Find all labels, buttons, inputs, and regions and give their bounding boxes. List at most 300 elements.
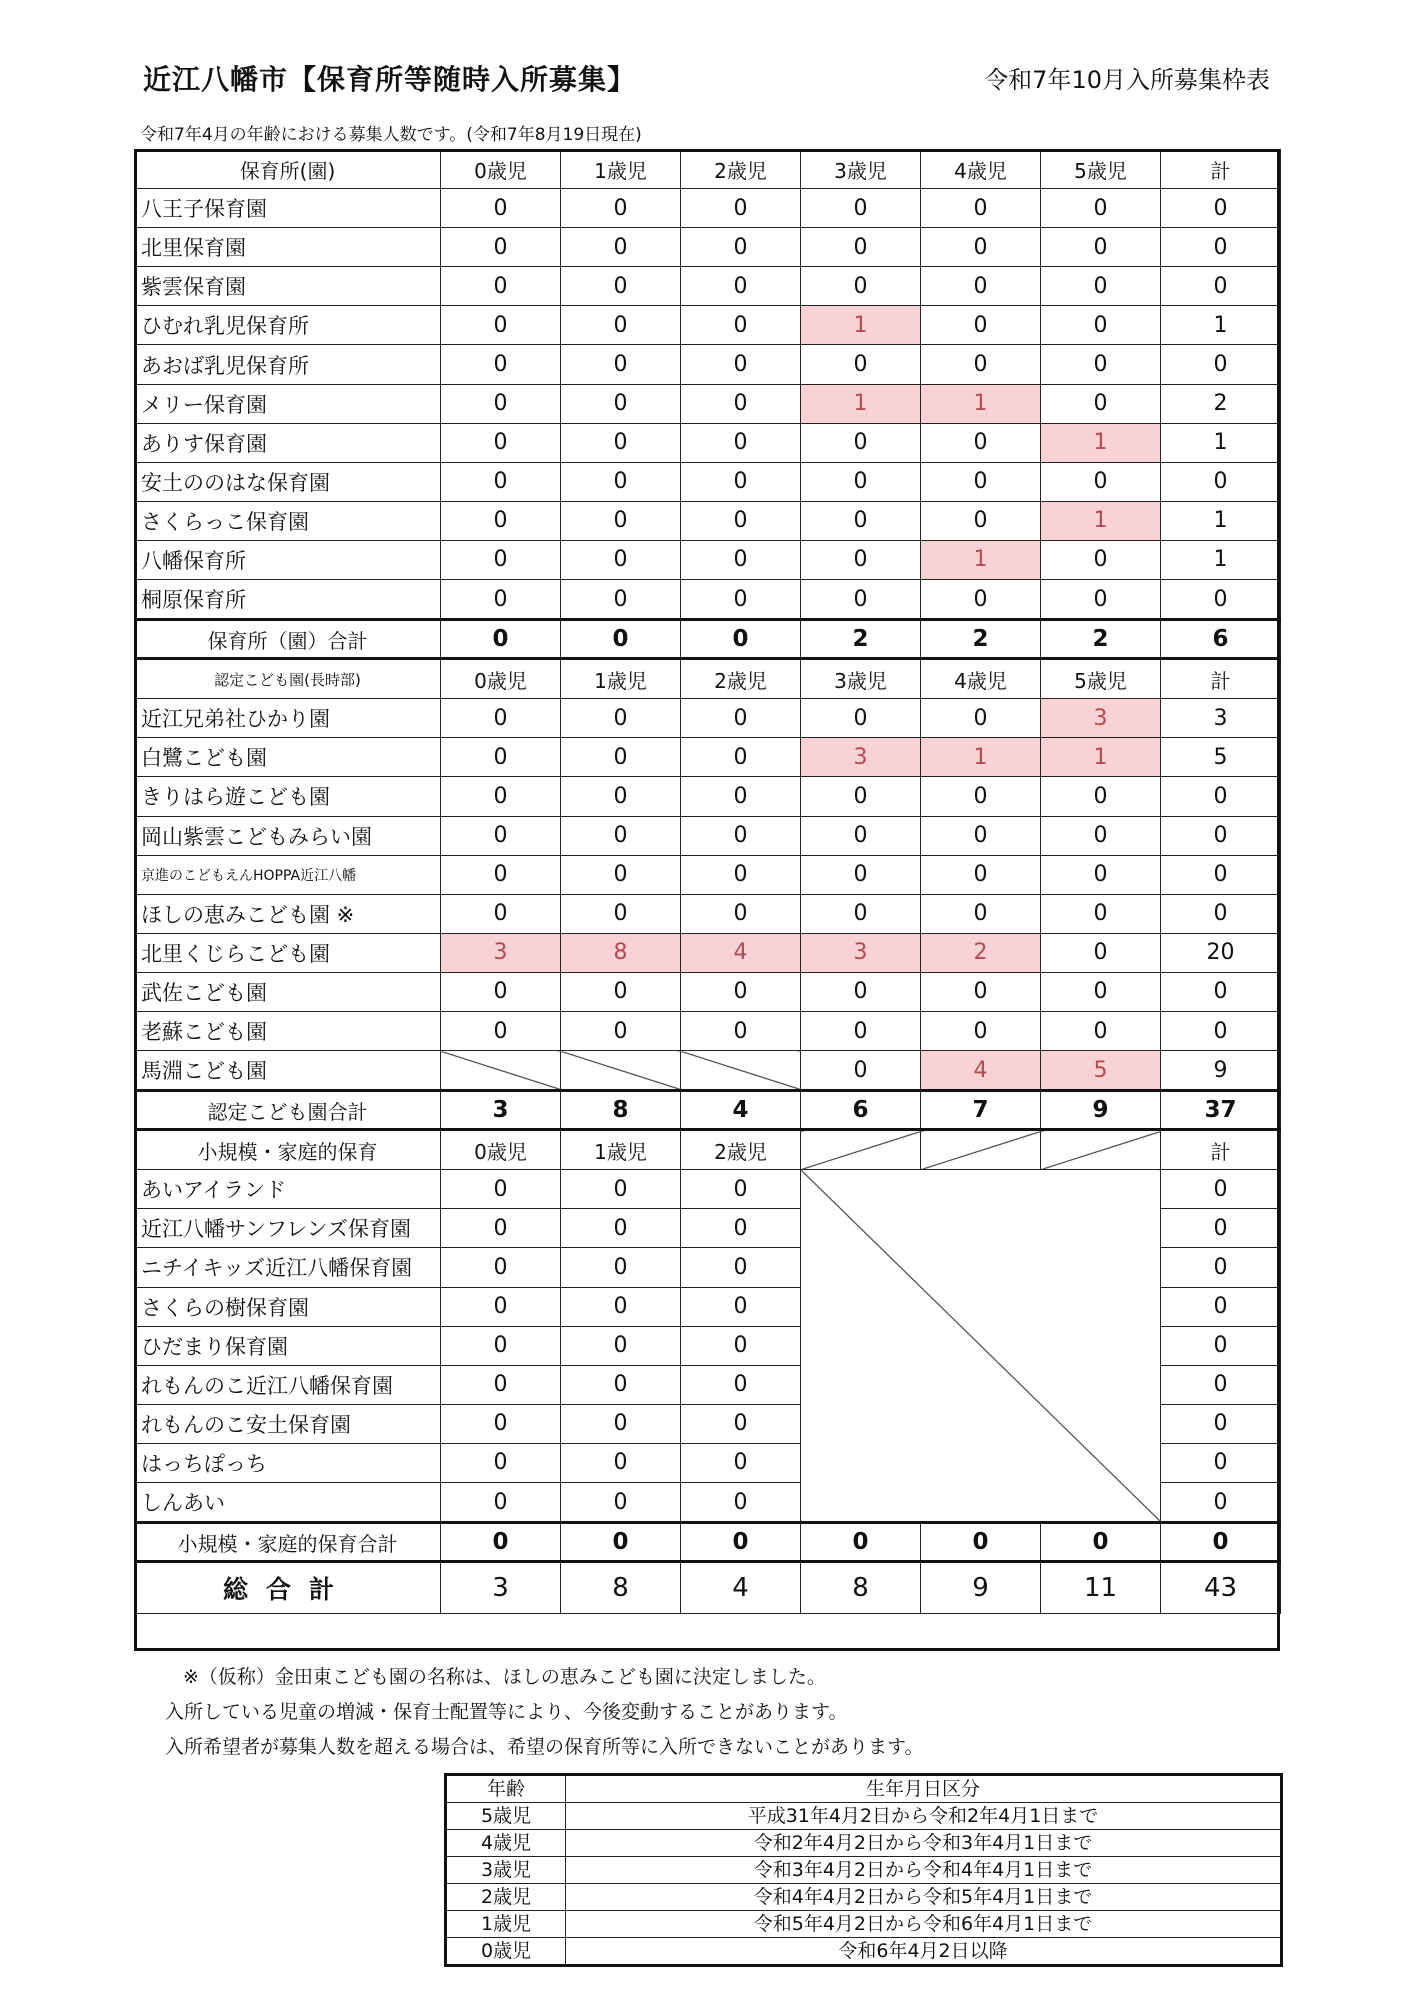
subtotal-value: 9 (921, 1562, 1041, 1614)
table-row (135, 423, 1281, 462)
count-cell: 0 (441, 1287, 561, 1326)
count-cell: 0 (681, 384, 801, 423)
facility-name: ニチイキッズ近江八幡保育園 (135, 1248, 441, 1287)
count-cell: 2 (1161, 384, 1281, 423)
facility-name: 桐原保育所 (135, 580, 441, 620)
subtotal-value: 2 (801, 620, 921, 659)
count-cell: 0 (801, 540, 921, 579)
count-cell: 0 (921, 580, 1041, 620)
count-cell: 0 (561, 738, 681, 777)
birth-range: 令和2年4月2日から令和3年4月1日まで (566, 1830, 1282, 1857)
count-cell: 0 (681, 345, 801, 384)
count-cell: 0 (1161, 777, 1281, 816)
subtotal-value: 4 (681, 1562, 801, 1614)
subtotal-label: 小規模・家庭的保育合計 (135, 1523, 441, 1562)
facility-name: 近江八幡サンフレンズ保育園 (135, 1209, 441, 1248)
birth-range: 令和5年4月2日から令和6年4月1日まで (566, 1911, 1282, 1938)
count-cell: 0 (681, 1404, 801, 1443)
age-label: 0歳児 (446, 1938, 566, 1966)
count-cell: 0 (561, 345, 681, 384)
count-cell: 0 (561, 540, 681, 579)
count-cell: 0 (921, 1011, 1041, 1050)
facility-name: 京進のこどもえんHOPPA近江八幡 (135, 855, 441, 894)
count-cell: 0 (1161, 580, 1281, 620)
subtotal-value: 7 (921, 1091, 1041, 1130)
count-cell: 1 (1161, 540, 1281, 579)
count-cell: 0 (921, 189, 1041, 228)
count-cell: 0 (921, 267, 1041, 306)
subtotal-value: 0 (681, 620, 801, 659)
count-cell: 0 (441, 345, 561, 384)
age-label: 4歳児 (446, 1830, 566, 1857)
table-row (135, 580, 1281, 620)
header-age: 3歳児 (801, 659, 921, 699)
count-cell: 0 (1041, 540, 1161, 579)
count-cell: 0 (561, 501, 681, 540)
age-row (446, 1911, 1282, 1938)
count-cell: 0 (561, 777, 681, 816)
count-cell: 8 (561, 933, 681, 972)
subtotal-value: 2 (1041, 620, 1161, 659)
count-cell: 0 (681, 267, 801, 306)
facility-name: メリー保育園 (135, 384, 441, 423)
count-cell: 0 (441, 699, 561, 738)
count-cell: 0 (1161, 1248, 1281, 1287)
count-cell: 0 (1041, 267, 1161, 306)
note-3: 入所希望者が募集人数を超える場合は、希望の保育所等に入所できないことがあります。 (165, 1736, 924, 1758)
count-cell: 20 (1161, 933, 1281, 972)
table-row (135, 894, 1281, 933)
count-cell: 0 (441, 189, 561, 228)
count-cell: 1 (801, 306, 921, 345)
count-cell: 1 (1041, 501, 1161, 540)
header-age: 4歳児 (921, 659, 1041, 699)
count-cell: 0 (681, 462, 801, 501)
subtotal-value: 0 (1161, 1523, 1281, 1562)
count-cell: 0 (1161, 1443, 1281, 1482)
header-age: 0歳児 (441, 659, 561, 699)
count-cell: 0 (681, 228, 801, 267)
count-cell: 0 (801, 777, 921, 816)
count-cell: 0 (801, 972, 921, 1011)
subtotal-value: 9 (1041, 1091, 1161, 1130)
count-cell: 0 (801, 580, 921, 620)
count-cell: 0 (1161, 1326, 1281, 1365)
table-row (135, 972, 1281, 1011)
count-cell: 0 (1041, 1011, 1161, 1050)
count-cell: 1 (1041, 738, 1161, 777)
page-subtitle: 令和7年10月入所募集枠表 (984, 66, 1270, 94)
count-cell: 0 (681, 1209, 801, 1248)
header-age: 5歳児 (1041, 659, 1161, 699)
count-cell: 0 (1041, 462, 1161, 501)
count-cell: 0 (1161, 228, 1281, 267)
count-cell: 0 (1041, 816, 1161, 855)
count-cell: 0 (441, 816, 561, 855)
count-cell: 1 (801, 384, 921, 423)
count-cell: 0 (1161, 1365, 1281, 1404)
count-cell: 0 (921, 972, 1041, 1011)
subtotal-value: 0 (561, 620, 681, 659)
empty-header-cell (1041, 1130, 1161, 1170)
empty-cell (681, 1051, 801, 1091)
count-cell: 0 (1041, 580, 1161, 620)
facility-name: 安土ののはな保育園 (135, 462, 441, 501)
count-cell: 0 (441, 580, 561, 620)
header-age: 0歳児 (441, 150, 561, 189)
header-label: 小規模・家庭的保育 (135, 1130, 441, 1170)
count-cell: 4 (921, 1051, 1041, 1091)
facility-name: 老蘇こども園 (135, 1011, 441, 1050)
count-cell: 1 (921, 540, 1041, 579)
subtotal-row (135, 620, 1281, 659)
subtotal-value: 0 (801, 1523, 921, 1562)
table-row (135, 267, 1281, 306)
table-row (135, 1170, 1281, 1209)
header-age: 1歳児 (561, 150, 681, 189)
facility-name: 武佐こども園 (135, 972, 441, 1011)
count-cell: 0 (921, 306, 1041, 345)
count-cell: 0 (561, 1011, 681, 1050)
subtotal-value: 4 (681, 1091, 801, 1130)
header-label: 認定こども園(長時部) (135, 659, 441, 699)
count-cell: 0 (1041, 894, 1161, 933)
count-cell: 0 (1161, 189, 1281, 228)
note-2: 入所している児童の増減・保育士配置等により、今後変動することがあります。 (165, 1701, 848, 1723)
count-cell: 0 (441, 540, 561, 579)
count-cell: 0 (441, 855, 561, 894)
count-cell: 0 (801, 1011, 921, 1050)
count-cell: 0 (441, 423, 561, 462)
count-cell: 0 (561, 1287, 681, 1326)
age-label: 3歳児 (446, 1857, 566, 1884)
header-age: 計 (1161, 1130, 1281, 1170)
header-age: 計 (1161, 150, 1281, 189)
facility-name: あおば乳児保育所 (135, 345, 441, 384)
count-cell: 3 (801, 933, 921, 972)
age-row (446, 1830, 1282, 1857)
facility-name: 北里保育園 (135, 228, 441, 267)
facility-name: きりはら遊こども園 (135, 777, 441, 816)
count-cell: 0 (921, 699, 1041, 738)
header-label: 保育所(園) (135, 150, 441, 189)
count-cell: 0 (1161, 1404, 1281, 1443)
count-cell: 0 (921, 777, 1041, 816)
count-cell: 0 (561, 384, 681, 423)
subtotal-value: 11 (1041, 1562, 1161, 1614)
facility-name: 北里くじらこども園 (135, 933, 441, 972)
subtotal-value: 0 (681, 1523, 801, 1562)
count-cell: 0 (1161, 894, 1281, 933)
header-age: 1歳児 (561, 659, 681, 699)
count-cell: 0 (1161, 816, 1281, 855)
count-cell: 0 (441, 306, 561, 345)
count-cell: 0 (921, 228, 1041, 267)
count-cell: 0 (801, 228, 921, 267)
count-cell: 0 (681, 855, 801, 894)
table-row (135, 540, 1281, 579)
count-cell: 0 (441, 1248, 561, 1287)
count-cell: 0 (921, 345, 1041, 384)
count-cell: 0 (1161, 1170, 1281, 1209)
count-cell: 0 (681, 972, 801, 1011)
table-row (135, 345, 1281, 384)
subtotal-value: 0 (1041, 1523, 1161, 1562)
table-row (135, 228, 1281, 267)
count-cell: 0 (1041, 933, 1161, 972)
count-cell: 0 (441, 267, 561, 306)
count-cell: 0 (441, 1209, 561, 1248)
count-cell: 0 (561, 189, 681, 228)
count-cell: 0 (1161, 855, 1281, 894)
table-row (135, 816, 1281, 855)
subtotal-value: 3 (441, 1091, 561, 1130)
count-cell: 0 (441, 738, 561, 777)
count-cell: 0 (801, 699, 921, 738)
count-cell: 0 (441, 777, 561, 816)
count-cell: 5 (1161, 738, 1281, 777)
count-cell: 0 (561, 306, 681, 345)
count-cell: 0 (681, 540, 801, 579)
count-cell: 0 (561, 1326, 681, 1365)
subtotal-value: 8 (801, 1562, 921, 1614)
count-cell: 0 (561, 228, 681, 267)
table-row (135, 855, 1281, 894)
age-row (446, 1884, 1282, 1911)
table-row (135, 306, 1281, 345)
count-cell: 0 (681, 1011, 801, 1050)
count-cell: 0 (921, 855, 1041, 894)
top-note: 令和7年4月の年齢における募集人数です。(令和7年8月19日現在) (140, 125, 642, 145)
count-cell: 0 (921, 816, 1041, 855)
count-cell: 0 (681, 1483, 801, 1523)
subtotal-label: 総合計 (135, 1562, 441, 1614)
birth-range: 平成31年4月2日から令和2年4月1日まで (566, 1803, 1282, 1830)
count-cell: 0 (801, 816, 921, 855)
count-cell: 0 (561, 972, 681, 1011)
table-row (135, 699, 1281, 738)
count-cell: 0 (561, 462, 681, 501)
subtotal-label: 保育所（園）合計 (135, 620, 441, 659)
subtotal-value: 37 (1161, 1091, 1281, 1130)
count-cell: 1 (1161, 423, 1281, 462)
count-cell: 0 (801, 1051, 921, 1091)
empty-block (801, 1170, 1161, 1523)
count-cell: 0 (801, 345, 921, 384)
table-row (135, 1011, 1281, 1050)
count-cell: 0 (921, 462, 1041, 501)
note-1: ※（仮称）金田東こども園の名称は、ほしの恵みこども園に決定しました。 (183, 1666, 826, 1688)
empty-header-cell (921, 1130, 1041, 1170)
subtotal-value: 0 (441, 1523, 561, 1562)
count-cell: 0 (441, 501, 561, 540)
empty-cell (441, 1051, 561, 1091)
count-cell: 0 (681, 423, 801, 462)
empty-header-cell (801, 1130, 921, 1170)
count-cell: 0 (441, 384, 561, 423)
table-row (135, 1051, 1281, 1091)
age-row (446, 1938, 1282, 1966)
header-row (135, 1130, 1281, 1170)
count-cell: 3 (1161, 699, 1281, 738)
count-cell: 0 (1161, 1287, 1281, 1326)
count-cell: 0 (801, 501, 921, 540)
count-cell: 0 (1161, 345, 1281, 384)
count-cell: 0 (681, 1326, 801, 1365)
facility-name: さくらっこ保育園 (135, 501, 441, 540)
count-cell: 0 (561, 580, 681, 620)
count-cell: 0 (1041, 777, 1161, 816)
count-cell: 0 (441, 1365, 561, 1404)
count-cell: 0 (681, 777, 801, 816)
subtotal-value: 0 (441, 620, 561, 659)
facility-name: 馬淵こども園 (135, 1051, 441, 1091)
count-cell: 0 (561, 1483, 681, 1523)
table-row (135, 462, 1281, 501)
subtotal-row (135, 1523, 1281, 1562)
count-cell: 0 (921, 423, 1041, 462)
count-cell: 0 (801, 855, 921, 894)
count-cell: 2 (921, 933, 1041, 972)
count-cell: 0 (561, 855, 681, 894)
facility-name: れもんのこ安土保育園 (135, 1404, 441, 1443)
count-cell: 0 (561, 1209, 681, 1248)
facility-name: 白鷺こども園 (135, 738, 441, 777)
header-row (135, 659, 1281, 699)
subtotal-value: 0 (921, 1523, 1041, 1562)
header-age: 計 (1161, 659, 1281, 699)
age-header: 生年月日区分 (566, 1775, 1282, 1803)
subtotal-value: 8 (561, 1562, 681, 1614)
count-cell: 1 (1161, 501, 1281, 540)
facility-name: 近江兄弟社ひかり園 (135, 699, 441, 738)
count-cell: 0 (1041, 306, 1161, 345)
count-cell: 1 (1041, 423, 1161, 462)
subtotal-value: 0 (561, 1523, 681, 1562)
count-cell: 0 (681, 501, 801, 540)
birth-range: 令和6年4月2日以降 (566, 1938, 1282, 1966)
subtotal-label: 認定こども園合計 (135, 1091, 441, 1130)
facility-name: ほしの恵みこども園 ※ (135, 894, 441, 933)
count-cell: 0 (1161, 1483, 1281, 1523)
count-cell: 0 (1041, 384, 1161, 423)
count-cell: 0 (441, 894, 561, 933)
header-age: 2歳児 (681, 1130, 801, 1170)
header-age: 2歳児 (681, 150, 801, 189)
facility-name: 八王子保育園 (135, 189, 441, 228)
count-cell: 0 (561, 1365, 681, 1404)
facility-name: ひむれ乳児保育所 (135, 306, 441, 345)
facility-name: 紫雲保育園 (135, 267, 441, 306)
subtotal-row (135, 1091, 1281, 1130)
count-cell: 0 (681, 1365, 801, 1404)
count-cell: 0 (681, 1248, 801, 1287)
count-cell: 0 (441, 1326, 561, 1365)
count-cell: 0 (441, 228, 561, 267)
count-cell: 0 (561, 1170, 681, 1209)
count-cell: 0 (681, 1443, 801, 1482)
birth-range: 令和4年4月2日から令和5年4月1日まで (566, 1884, 1282, 1911)
count-cell: 0 (561, 894, 681, 933)
count-cell: 0 (441, 972, 561, 1011)
count-cell: 0 (441, 1483, 561, 1523)
count-cell: 1 (1161, 306, 1281, 345)
count-cell: 0 (1041, 855, 1161, 894)
header-row (135, 150, 1281, 189)
count-cell: 1 (921, 384, 1041, 423)
count-cell: 0 (561, 267, 681, 306)
count-cell: 0 (441, 1170, 561, 1209)
count-cell: 0 (561, 1404, 681, 1443)
subtotal-value: 8 (561, 1091, 681, 1130)
count-cell: 0 (681, 1170, 801, 1209)
header-age: 3歳児 (801, 150, 921, 189)
facility-name: ひだまり保育園 (135, 1326, 441, 1365)
facility-name: はっちぽっち (135, 1443, 441, 1482)
count-cell: 5 (1041, 1051, 1161, 1091)
age-label: 5歳児 (446, 1803, 566, 1830)
age-row (446, 1857, 1282, 1884)
age-definition-table (444, 1773, 1283, 1967)
page-title: 近江八幡市【保育所等随時入所募集】 (143, 63, 637, 96)
count-cell: 0 (681, 1287, 801, 1326)
recruitment-table (134, 149, 1281, 1614)
subtotal-value: 6 (801, 1091, 921, 1130)
count-cell: 0 (561, 816, 681, 855)
subtotal-value: 2 (921, 620, 1041, 659)
count-cell: 9 (1161, 1051, 1281, 1091)
table-row (135, 777, 1281, 816)
birth-range: 令和3年4月2日から令和4年4月1日まで (566, 1857, 1282, 1884)
facility-name: 八幡保育所 (135, 540, 441, 579)
age-row (446, 1803, 1282, 1830)
count-cell: 1 (921, 738, 1041, 777)
facility-name: ありす保育園 (135, 423, 441, 462)
count-cell: 0 (561, 699, 681, 738)
count-cell: 0 (1041, 228, 1161, 267)
count-cell: 0 (681, 306, 801, 345)
count-cell: 0 (561, 1248, 681, 1287)
count-cell: 0 (681, 816, 801, 855)
count-cell: 0 (561, 1443, 681, 1482)
facility-name: さくらの樹保育園 (135, 1287, 441, 1326)
header-age: 0歳児 (441, 1130, 561, 1170)
subtotal-row (135, 1562, 1281, 1614)
count-cell: 0 (1041, 972, 1161, 1011)
header-age: 5歳児 (1041, 150, 1161, 189)
count-cell: 0 (681, 699, 801, 738)
count-cell: 0 (921, 501, 1041, 540)
subtotal-value: 43 (1161, 1562, 1281, 1614)
count-cell: 0 (1161, 1011, 1281, 1050)
subtotal-value: 6 (1161, 620, 1281, 659)
table-row (135, 384, 1281, 423)
count-cell: 0 (441, 462, 561, 501)
age-label: 2歳児 (446, 1884, 566, 1911)
count-cell: 0 (1041, 345, 1161, 384)
facility-name: しんあい (135, 1483, 441, 1523)
count-cell: 0 (441, 1011, 561, 1050)
header-age: 4歳児 (921, 150, 1041, 189)
count-cell: 0 (921, 894, 1041, 933)
count-cell: 0 (1161, 462, 1281, 501)
count-cell: 0 (561, 423, 681, 462)
count-cell: 0 (801, 189, 921, 228)
facility-name: れもんのこ近江八幡保育園 (135, 1365, 441, 1404)
facility-name: あいアイランド (135, 1170, 441, 1209)
age-header-row (446, 1775, 1282, 1803)
subtotal-value: 3 (441, 1562, 561, 1614)
